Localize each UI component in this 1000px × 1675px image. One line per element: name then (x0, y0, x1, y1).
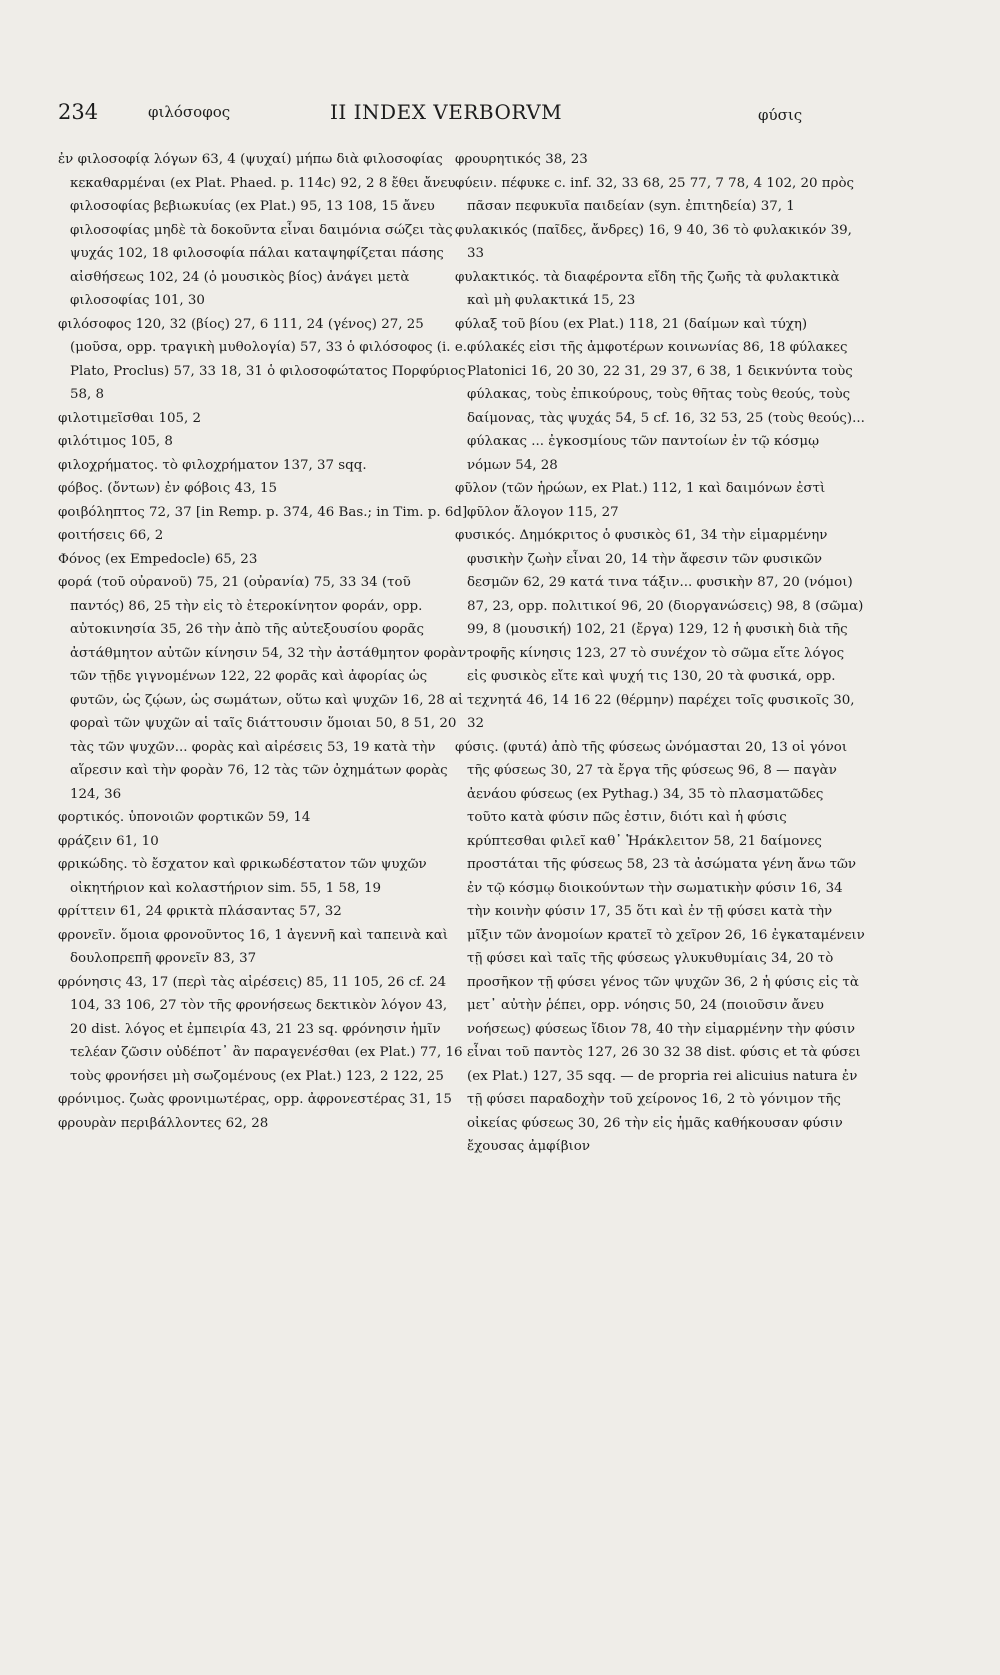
index-entry: φοιτήσεις 66, 2 (58, 528, 164, 543)
index-entry: φρίττειν 61, 24 φρικτὰ πλάσαντας 57, 32 (58, 904, 342, 919)
index-entry: φιλοτιμεῖσθαι 105, 2 (58, 410, 202, 426)
index-entry: φρουρητικός 38, 23 (455, 152, 588, 167)
index-entry: φορτικός. ὑπονοιῶν φορτικῶν 59, 14 (58, 810, 311, 825)
index-entry: φοιβόληπτος 72, 37 [in Remp. p. 374, 46 Bas.; in Tim. p. 6d] (58, 504, 468, 520)
index-entry: φορά (τοῦ οὐρανοῦ) 75, 21 (οὐρανία) 75, 33 34 (τοῦ παντός) 86, 25 τὴν εἰς τὸ ἑτεροκίνητον φοράν, opp. αὐτοκινησία 35, 26 τὴν ἀπὸ τῆς αὐτεξουσίου φορᾶς ἀστάθμητον αὐτῶν κίνησιν 54, 32 τὴν ἀστάθμητον φορὰν τῶν τῇδε γιγνομένων 122, 22 φορᾶς καὶ ἀφορίας ὡς φυτῶν, ὡς ζῴων, ὡς σωμάτων, οὕτω καὶ ψυχῶν 16, 28 αἱ φοραὶ τῶν ψυχῶν αἱ ταῖς διάττουσιν ὅμοιαι 50, 8 51, 20 τὰς τῶν ψυχῶν... φορὰς καὶ αἱρέσεις 53, 19 κατὰ τὴν αἵρεσιν καὶ τὴν φορὰν 76, 12 τὰς τῶν ὀχημάτων φορὰς 124, 36 (58, 575, 467, 802)
index-entry: φρονεῖν. ὅμοια φρονοῦντος 16, 1 ἀγεννῆ καὶ ταπεινὰ καὶ δουλοπρεπῆ φρονεῖν 83, 37 (58, 927, 449, 966)
index-entry: φύσις. (φυτά) ἀπὸ τῆς φύσεως ὠνόμασται 20, 13 οἱ γόνοι τῆς φύσεως 30, 27 τὰ ἔργα τῆς φύσεως 96, 8 — παγὰν ἀενάου φύσεως (ex Pythag.) 34, 35 τὸ πλασματῶδες τοῦτο κατὰ φύσιν πῶς ἐστιν, διότι καὶ ἡ φύσις κρύπτεσθαι φιλεῖ καθ᾽ Ἡράκλειτον 58, 21 δαίμονες προστάται τῆς φύσεως 58, 23 τὰ ἀσώματα γένη ἄνω τῶν ἐν τῷ κόσμῳ διοικούντων τὴν σωματικὴν φύσιν 16, 34 τὴν κοινὴν φύσιν 17, 35 ὅτι καὶ ἐν τῇ φύσει κατὰ τὴν μῖξιν τῶν ἀνομοίων κρατεῖ τὸ χεῖρον 26, 16 ἐγκαταμένειν τῇ φύσει καὶ ταῖς τῆς φύσεως γλυκυθυμίαις 34, 20 τὸ προσῆκον τῇ φύσει γένος τῶν ψυχῶν 36, 2 ἡ φύσις εἰς τὰ μετ᾽ αὐτὴν ῥέπει, opp. νόησις 50, 24 (ποιοῦσιν ἄνευ νοήσεως) φύσεως ἴδιον 78, 40 τὴν εἱμαρμένην τὴν φύσιν εἶναι τοῦ παντὸς 127, 26 30 32 38 dist. φύσις et τὰ φύσει (ex Plat.) 127, 35 sqq. — de propria rei alicuius natura ἐν τῇ φύσει παραδοχὴν τοῦ χείρονος 16, 2 τὸ γόνιμον τῆς οἰκείας φύσεως 30, 26 τὴν εἰς ἡμᾶς καθήκουσαν φύσιν ἔχουσας ἀμφίβιον (455, 739, 865, 1154)
index-entry: φρικώδης. τὸ ἔσχατον καὶ φρικωδέστατον τῶν ψυχῶν οἰκητήριον καὶ κολαστήριον sim. 55, 1 58, 19 (58, 857, 427, 896)
index-entry: φρουρὰν περιβάλλοντες 62, 28 (58, 1115, 269, 1131)
index-entry: φυλακτικός. τὰ διαφέροντα εἴδη τῆς ζωῆς τὰ φυλακτικὰ καὶ μὴ φυλακτικά 15, 23 (455, 269, 840, 308)
index-entry: Φόνος (ex Empedocle) 65, 23 (58, 551, 258, 567)
index-entry: φυσικός. Δημόκριτος ὁ φυσικὸς 61, 34 τὴν εἱμαρμένην φυσικὴν ζωὴν εἶναι 20, 14 τὴν ἄφεσιν τῶν φυσικῶν δεσμῶν 62, 29 κατά τινα τάξιν... φυσικὴν 87, 20 (νόμοι) 87, 23, opp. πολιτικοί 96, 20 (διοργανώσεις) 98, 8 (σῶμα) 99, 8 (μουσική) 102, 21 (ἔργα) 129, 12 ἡ φυσικὴ διὰ τῆς τροφῆς κίνησις 123, 27 τὸ συνέχον τὸ σῶμα εἴτε λόγος εἰς φυσικὸς εἴτε καὶ ψυχή τις 130, 20 τὰ φυσικά, opp. τεχνητά 46, 14 16 22 (θέρμην) παρέχει τοῖς φυσικοῖς 30, 32 (455, 528, 864, 731)
right-column (455, 148, 865, 1159)
left-running-head: φιλόσοφος (148, 103, 231, 121)
index-entry: φράζειν 61, 10 (58, 833, 159, 849)
right-running-head: φύσις (758, 106, 803, 124)
index-entry: φύειν. πέφυκε c. inf. 32, 33 68, 25 77, 7 78, 4 102, 20 πρὸς πᾶσαν πεφυκυῖα παιδείαν (syn. ἐπιτηδεία) 37, 1 (455, 175, 855, 214)
index-entry: φόβος. (ὄντων) ἐν φόβοις 43, 15 (58, 481, 278, 496)
index-entry: φιλόσοφος 120, 32 (βίος) 27, 6 111, 24 (γένος) 27, 25 (μοῦσα, opp. τραγικὴ μυθολογία) 57, 33 ὁ φιλόσοφος (i. e. Plato, Proclus) 57, 33 18, 31 ὁ φιλοσοφώτατος Πορφύριος 58, 8 (58, 316, 467, 402)
index-entry: ἐν φιλοσοφίᾳ λόγων 63, 4 (ψυχαί) μήπω διὰ φιλοσοφίας κεκαθαρμέναι (ex Plat. Phaed. p. 114c) 92, 2 8 ἔθει ἄνευ φιλοσοφίας βεβιωκυίας (ex Plat.) 95, 13 108, 15 ἄνευ φιλοσοφίας μηδὲ τὰ δοκοῦντα εἶναι δαιμόνια σώζει τὰς ψυχάς 102, 18 φιλοσοφία πάλαι καταψηφίζεται πάσης αἰσθήσεως 102, 24 (ὁ μουσικὸς βίος) ἀνάγει μετὰ φιλοσοφίας 101, 30 (58, 152, 456, 308)
index-entry: φρόνιμος. ζωὰς φρονιμωτέρας, opp. ἀφρονεστέρας 31, 15 (58, 1092, 452, 1107)
index-entry: φιλοχρήματος. τὸ φιλοχρήματον 137, 37 sqq. (58, 457, 367, 473)
index-entry: φῦλον (τῶν ἡρώων, ex Plat.) 112, 1 καὶ δαιμόνων ἐστὶ φῦλον ἄλογον 115, 27 (455, 481, 826, 520)
index-entry: φυλακικός (παῖδες, ἄνδρες) 16, 9 40, 36 τὸ φυλακικόν 39, 33 (455, 222, 852, 261)
left-column (58, 148, 468, 1135)
index-entry: φρόνησις 43, 17 (περὶ τὰς αἱρέσεις) 85, 11 105, 26 cf. 24 104, 33 106, 27 τὸν τῆς φρονήσεως δεκτικὸν λόγον 43, 20 dist. λόγος et ἐμπειρία 43, 21 23 sq. φρόνησιν ἡμῖν τελέαν ζῶσιν οὐδέποτ᾽ ἂν παραγενέσθαι (ex Plat.) 77, 16 τοὺς φρονήσει μὴ σωζομένους (ex Plat.) 123, 2 122, 25 (58, 974, 463, 1084)
page-header (58, 100, 928, 130)
index-entry: φύλαξ τοῦ βίου (ex Plat.) 118, 21 (δαίμων καὶ τύχη) φύλακές εἰσι τῆς ἀμφοτέρων κοινωνίας 86, 18 φύλακες Platonici 16, 20 30, 22 31, 29 37, 6 38, 1 δεικνύντα τοὺς φύλακας, τοὺς ἐπικούρους, τοὺς θῆτας τοὺς θεούς, τοὺς δαίμονας, τὰς ψυχάς 54, 5 cf. 16, 32 53, 25 (τοὺς θεούς)... φύλακας ... ἐγκοσμίους τῶν παντοίων ἐν τῷ κόσμῳ νόμων 54, 28 (455, 316, 865, 473)
section-title: II INDEX VERBORVM (330, 100, 563, 124)
page-number: 234 (58, 100, 99, 124)
index-entry: φιλότιμος 105, 8 (58, 434, 173, 449)
